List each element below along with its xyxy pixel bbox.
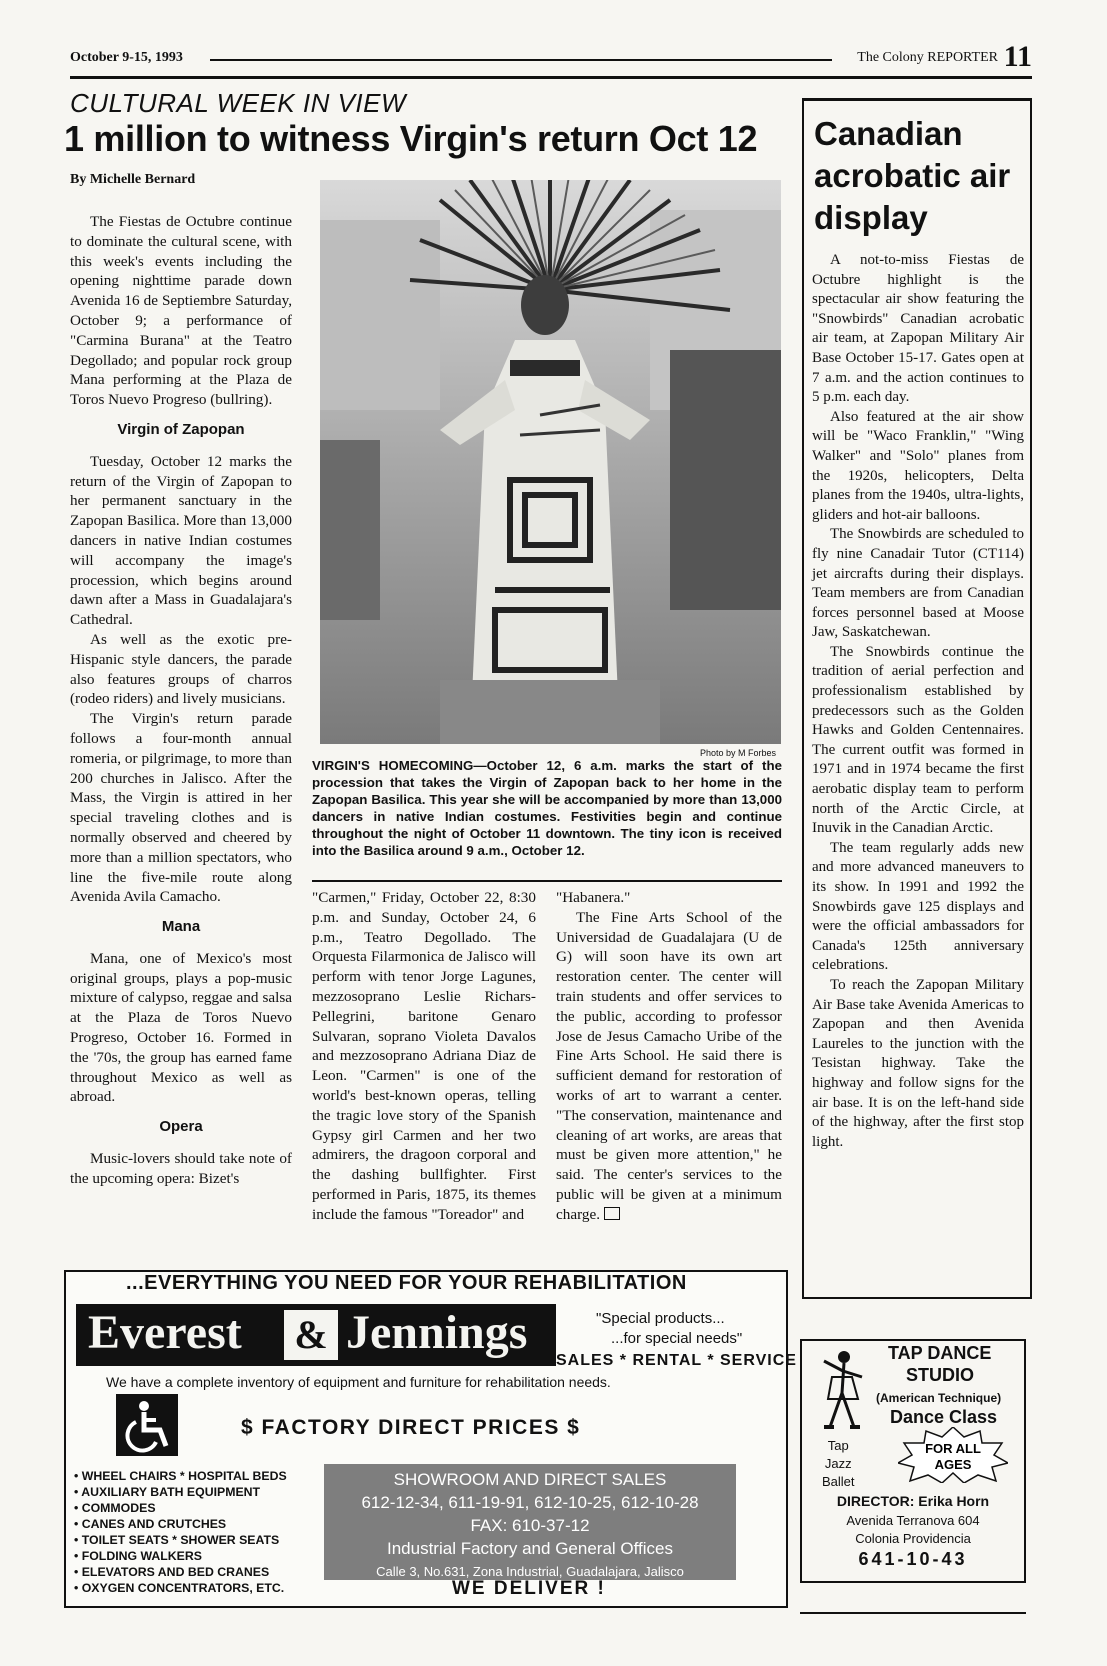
product-list (74, 1468, 287, 1596)
article-column-2 (312, 888, 536, 1225)
body-paragraph: The Virgin's return parade follows a four-month annual romeria, or pilgrimage, to more than 200 churches in Jalisco. After the Mass, the Virgin is attired in her special traveling clothes and is normally observed and cheered by more than a million spectators, who line the five-mile route along Avenida Avila Camacho. (70, 710, 292, 906)
inventory-line: We have a complete inventory of equipment and furniture for rehabilitation needs. (106, 1374, 611, 1390)
caption-rule (312, 880, 782, 882)
photo-credit: Photo by M Forbes (700, 748, 777, 758)
paper-name: The Colony REPORTER (857, 50, 998, 65)
slogan-line-1: "Special products... (596, 1310, 725, 1327)
list-item: • TOILET SEATS * SHOWER SEATS (74, 1532, 287, 1548)
article-column-3 (556, 888, 782, 1225)
studio-director: DIRECTOR: Erika Horn (836, 1493, 990, 1509)
studio-address-2: Colonia Providencia (855, 1531, 971, 1546)
page-number: 11 (1003, 40, 1032, 73)
section-heading: Mana (161, 918, 201, 936)
article-headline: 1 million to witness Virgin's return Oct 12 (64, 118, 758, 159)
sidebar-body (812, 251, 1024, 1152)
body-paragraph: "Carmen," Friday, October 22, 8:30 p.m. and Sunday, October 24, 6 p.m., Teatro Degollado. The Orquesta Filarmonica de Jalisco will perform with tenor Jorge Lagunes, mezzosoprano Leslie Richars-Pellegrini, baritone Genaro Sulvaran, soprano Violeta Davalos and mezzosoprano Adriana Diaz de Leon. "Carmen" is one of the world's best-known operas, telling the tragic love story of the Spanish Gypsy girl Carmen and her two admirers, the dragoon corporal and the dashing bullfighter. First performed in Paris, 1875, its themes include the famous "Toreador" and (312, 889, 536, 1223)
brand-name-left: Everest (88, 1306, 242, 1359)
sidebar-paragraph: To reach the Zapopan Military Air Base take Avenida Americas to Zapopan and then Avenida Laureles to the junction with the Tesistan highway. Take the highway and follow signs for the air base. It is on the left-hand side of the highway, after the first stop light. (812, 976, 1024, 1150)
list-item: • AUXILIARY BATH EQUIPMENT (74, 1484, 287, 1500)
intro-paragraph: The Fiestas de Octubre continue to dominate the cultural scene, with this week's events including the opening nighttime parade down Avenida 16 de Septiembre Saturday, October 9; a performance of "Carmina Burana" at the Teatro Degollado; and popular rock group Mana performing at the Plaza de Toros Nuevo Progreso (bullring). (70, 213, 292, 409)
tap-dance-ad (800, 1339, 1026, 1583)
slogan-line-2: ...for special needs" (611, 1330, 743, 1347)
sidebar-title: Canadian acrobatic air display (814, 115, 1011, 236)
showroom-box (324, 1464, 736, 1580)
body-paragraph: Music-lovers should take note of the upcoming opera: Bizet's (70, 1150, 292, 1187)
studio-technique: (American Technique) (876, 1391, 1002, 1405)
masthead-rule (210, 59, 832, 61)
body-paragraph: Tuesday, October 12 marks the return of the Virgin of Zapopan to her permanent sanctuary in the Zapopan Basilica. More than 13,000 dancers in native Indian costumes will accompany the image's procession, which begins around dawn after a Mass in Guadalajara's Cathedral. (70, 452, 292, 629)
dancer-icon (812, 1347, 874, 1433)
badge-line-1: FOR ALL (925, 1441, 981, 1456)
brand-ampersand: & (284, 1310, 338, 1360)
article-byline: By Michelle Bernard (70, 172, 196, 187)
body-paragraph: As well as the exotic pre-Hispanic style dancers, the parade also features groups of charros (rodeo riders) and lively musicians. (70, 630, 292, 708)
section-heading: Virgin of Zapopan (117, 420, 245, 438)
services-line: SALES * RENTAL * SERVICE (556, 1352, 797, 1369)
body-text: The Fine Arts School of the Universidad de Guadalajara (U de G) will soon have its own art restoration center. The center will train students and offer services to the public, according to professor Jose de Jesus Camacho Uribe of the Fine Arts School. He said there is sufficient demand for restoration of works of art to warrant a center. "The conservation, maintenance and cleaning of art works, are areas that must be given more attention," he said. The center's services to the public will be given at a minimum charge. (556, 908, 782, 1223)
list-item: • OXYGEN CONCENTRATORS, ETC. (74, 1580, 287, 1596)
everest-jennings-ad (64, 1270, 797, 1608)
list-item: • FOLDING WALKERS (74, 1548, 287, 1564)
sidebar-paragraph: The team regularly adds new and more advanced maneuvers to its show. In 1991 and 1992 the Snowbirds gave 125 displays and were the official ambassadors for Canada's 125th anniversary celebrations. (812, 839, 1024, 974)
top-rule (70, 76, 1032, 79)
list-item: • CANES AND CRUTCHES (74, 1516, 287, 1532)
showroom-offices: Industrial Factory and General Offices (387, 1539, 673, 1558)
issue-date: October 9-15, 1993 (70, 50, 183, 65)
masthead (70, 40, 1032, 73)
dance-styles (822, 1437, 855, 1491)
list-item: • ELEVATORS AND BED CRANES (74, 1564, 287, 1580)
studio-title-line-2: STUDIO (906, 1365, 975, 1385)
bottom-rule (800, 1612, 1026, 1614)
body-paragraph (556, 908, 782, 1225)
dance-style: Tap (827, 1438, 849, 1453)
sidebar-article (802, 98, 1032, 1299)
prices-line: $ FACTORY DIRECT PRICES $ (241, 1416, 581, 1439)
article-column-1 (70, 212, 292, 1189)
showroom-phones: 612-12-34, 611-19-91, 612-10-25, 612-10-28 (361, 1493, 699, 1512)
showroom-address: Calle 3, No.631, Zona Industrial, Guadalajara, Jalisco (376, 1564, 684, 1579)
brand-name-right: Jennings (346, 1306, 528, 1359)
starburst-badge (898, 1427, 1008, 1483)
showroom-fax: FAX: 610-37-12 (470, 1516, 590, 1535)
sidebar-paragraph: The Snowbirds continue the tradition of aerial perfection and professionalism established by predecessors such as the Golden Hawks and Golden Centennaires. The current outfit was formed in 1971 and in 1974 became the first aerobatic display team to perform north of the Arctic Circle, at Inuvik in the Canadian Arctic. (812, 643, 1024, 837)
wheelchair-icon (116, 1394, 178, 1456)
dance-style: Jazz (824, 1456, 852, 1471)
sidebar-paragraph: The Snowbirds are scheduled to fly nine Canadair Tutor (CT114) jet aircrafts during their displays. Team members are from Canadian forces personnel based at Moose Jaw, Saskatchewan. (812, 526, 1024, 641)
body-paragraph: "Habanera." (556, 889, 631, 906)
section-heading: Opera (159, 1118, 203, 1136)
list-item: • COMMODES (74, 1500, 287, 1516)
sidebar-paragraph: A not-to-miss Fiestas de Octubre highlight is the spectacular air show featuring the "Snowbirds" Canadian acrobatic air team, at Zapopan Military Air Base October 15-17. Gates open at 7 a.m. and the action continues to 5 p.m. each day. (812, 252, 1024, 406)
delivery-line: WE DELIVER ! (452, 1578, 606, 1599)
end-mark (604, 1207, 620, 1220)
section-kicker: CULTURAL WEEK IN VIEW (70, 88, 407, 118)
badge-line-2: AGES (934, 1457, 972, 1472)
dance-style: Ballet (822, 1474, 855, 1489)
list-item: • WHEEL CHAIRS * HOSPITAL BEDS (74, 1468, 287, 1484)
dancer-illustration (320, 180, 781, 744)
studio-phone: 641-10-43 (858, 1549, 968, 1569)
body-paragraph: Mana, one of Mexico's most original groups, plays a pop-music mixture of calypso, reggae and salsa at the Plaza de Toros Nuevo Progreso, October 16. Formed in the '70s, the group has earned fame throughout Mexico as well as abroad. (70, 949, 292, 1106)
ad-headline: ...EVERYTHING YOU NEED FOR YOUR REHABILITATION (126, 1272, 687, 1294)
sidebar-paragraph: Also featured at the air show will be "Waco Franklin," "Wing Walker" and "Solo" planes from the 1920s, helicopters, Delta planes from the 1940s, ultra-lights, gliders and hot-air balloons. (812, 408, 1024, 523)
studio-class: Dance Class (890, 1407, 998, 1427)
photo-caption: VIRGIN'S HOMECOMING—October 12, 6 a.m. marks the start of the procession that takes the Virgin of Zapopan back to her home in the Zapopan Basilica. This year she will be accompanied by more than 13,000 dancers in native Indian costumes. Festivities begin and continue throughout the night of October 11 downtown. The tiny icon is received into the Basilica around 9 a.m., October 12. (312, 758, 782, 858)
studio-address-1: Avenida Terranova 604 (846, 1513, 980, 1528)
brand-logo (76, 1304, 556, 1366)
studio-title-line-1: TAP DANCE (888, 1343, 992, 1363)
showroom-title: SHOWROOM AND DIRECT SALES (393, 1470, 667, 1489)
dancer-photo (320, 180, 781, 744)
